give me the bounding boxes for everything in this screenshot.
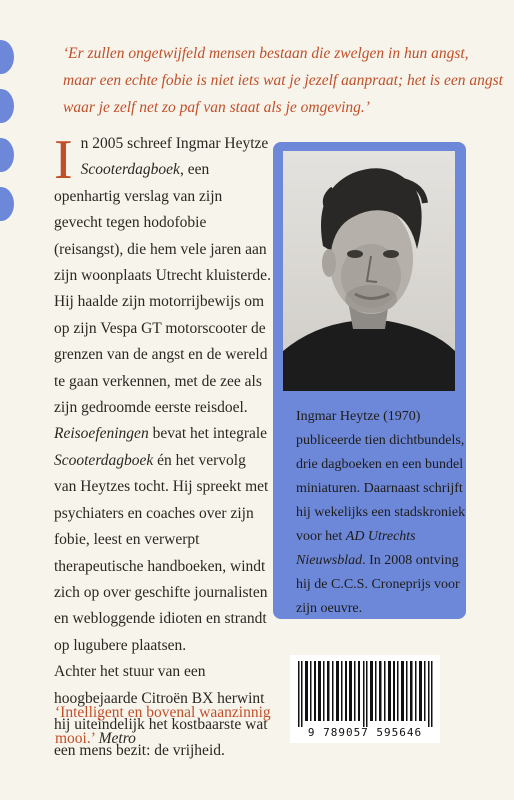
author-photo-icon <box>283 151 455 391</box>
drop-cap: I <box>54 129 73 191</box>
dot-4 <box>0 187 14 221</box>
blurb-paragraph-3: Achter het stuur van een hoogbejaarde Citroën BX herwint hij uiteindelijk het kostbaarste wat een mens bezit: de vrijheid. <box>54 663 268 760</box>
barcode <box>290 655 440 743</box>
author-photo <box>283 151 455 391</box>
blurb-paragraph-1 <box>54 131 272 421</box>
author-bio <box>296 405 468 621</box>
bio-text-span: . In 2008 ontving hij de C.C.S. Croneprijs voor zijn oeuvre. <box>296 553 460 616</box>
newspaper-title: AD Utrechts Nieuwsblad <box>296 529 416 568</box>
isbn-number: 9 789057 595646 <box>307 726 423 739</box>
dot-1 <box>0 40 14 74</box>
blurb-text-span: én het vervolg van Heytzes tocht. Hij spreekt met psychiaters en coaches over zijn fobie, leest en verwerpt therapeutische handboeken, windt zich op over geschifte journalisten en webloggende idioten en strandt op lugubere plaatsen. <box>54 451 269 654</box>
author-bio-paragraph <box>296 405 468 621</box>
book-title: Reisoefeningen <box>54 425 149 443</box>
blurb-text-span: bevat het integrale <box>148 425 268 443</box>
bio-text-span: Ingmar Heytze (1970) publiceerde tien dichtbundels, drie dagboeken en een bundel miniaturen. Daarnaast schrijft hij wekelijks een stadskroniek voor het <box>296 409 466 544</box>
blurb-text-span: , een openhartig verslag van zijn gevecht tegen hodofobie (reisangst), die hem vele jaren aan zijn woonplaats Utrecht kluisterde. Hij haalde zijn motorrijbewijs om op zijn Vespa GT motorscooter de grenzen van de angst en de wereld te gaan verkennen, met de zee als zijn gedroomde eerste reisdoel. <box>54 161 271 417</box>
review-source: Metro <box>98 730 136 747</box>
blurb-text-span: n 2005 schreef Ingmar Heytze <box>80 135 269 152</box>
blurb-text <box>54 131 272 765</box>
pull-quote: ‘Er zullen ongetwijfeld mensen bestaan die zwelgen in hun angst, maar een echte fobie is niet iets wat je jezelf aanpraat; het is een angst waar je zelf net zo paf van staat als je omgeving.’ <box>63 45 503 116</box>
barcode-icon <box>296 661 434 727</box>
review-quote <box>55 700 285 752</box>
dot-2 <box>0 89 14 123</box>
blurb-paragraph-2 <box>54 421 272 659</box>
book-title: Scooterdagboek <box>80 161 180 179</box>
dot-3 <box>0 138 14 172</box>
review-text: ‘Intelligent en bovenal waanzinnig mooi.’ <box>55 704 271 747</box>
book-title: Scooterdagboek <box>54 451 154 469</box>
